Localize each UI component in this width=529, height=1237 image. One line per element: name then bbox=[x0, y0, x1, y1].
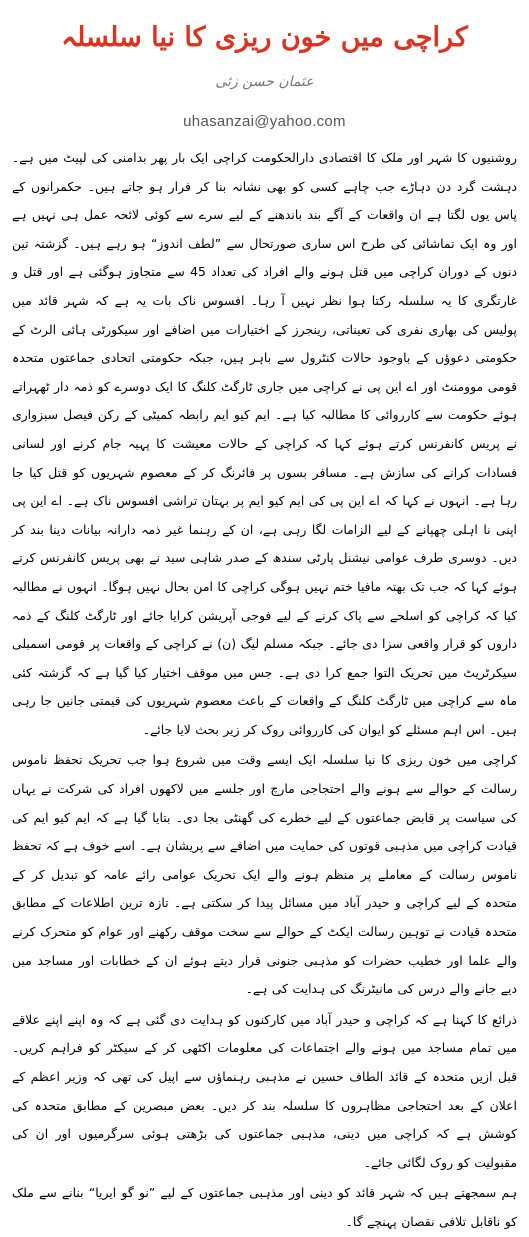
paragraph-4: ہم سمجھتے ہیں کہ شہر قائد کو دینی اور مذہبی جماعتوں کے لیے ”نو گو ایریا“ بنانے سے ملک کو ناقابل تلافی نقصان پہنچے گا۔ bbox=[12, 1185, 517, 1229]
author-email: uhasanzai@yahoo.com bbox=[183, 113, 346, 130]
paragraph-3: ذرائع کا کہنا ہے کہ کراچی و حیدر آباد میں کارکنوں کو ہدایت دی گئی ہے کہ وہ اپنے اپنے علاقے میں تمام مساجد میں ہونے والے اجتماعات کی معلومات اکٹھی کر کے سیکٹر کو فراہم کریں۔ قبل ازیں متحدہ کے قائد الطاف حسین نے مذہبی رہنماؤں سے اپیل کی تھی کہ وزیر اعظم کے اعلان کے بعد احتجاجی مظاہروں کا سلسلہ بند کر دیں۔ بعض مبصرین کے مطابق متحدہ کی کوشش ہے کہ کراچی میں دینی، مذہبی جماعتوں کی بڑھتی ہوئی سرگرمیوں اور ان کی مقبولیت کو روک لگائی جائے۔ bbox=[12, 1011, 517, 1170]
author-name: عثمان حسن زئی bbox=[215, 74, 314, 90]
paragraph-2: کراچی میں خون ریزی کا نیا سلسلہ ایک ایسے وقت میں شروع ہوا جب تحریک تحفظ ناموس رسالت کے حوالے سے ہونے والے احتجاجی مارچ اور جلسے میں لاکھوں افراد کی شرکت نے یہاں کی سیاست پر قابض جماعتوں کے لیے خطرے کی گھنٹی بجا دی۔ بتایا گیا ہے کہ ایم کیو ایم کی قیادت کراچی میں مذہبی قوتوں کی حمایت میں اضافے سے پریشان ہے۔ اسے خوف ہے کہ تحفظ ناموس رسالت کے معاملے پر منظم ہونے والے ایک تحریک عوامی رائے عامہ کو تبدیل کر کے متحدہ کے لیے کراچی و حیدر آباد میں مسائل پیدا کر سکتی ہے۔ تازہ ترین اطلاعات کے مطابق متحدہ قیادت نے توہین رسالت ایکٹ کے حوالے سے سخت موقف رکھنے اور عوام کو متحرک کرنے والے علما اور خطیب حضرات کو مذہبی جنونی قرار دیتے ہوئے ان کے خطابات اور مساجد میں دیے جانے والے درس کی مانیٹرنگ کی ہدایت کی ہے۔ bbox=[12, 752, 517, 997]
article-title: کراچی میں خون ریزی کا نیا سلسلہ bbox=[61, 22, 468, 53]
article-body bbox=[12, 144, 517, 1237]
paragraph-1: روشنیوں کا شہر اور ملک کا اقتصادی دارالحکومت کراچی ایک بار پھر بدامنی کی لپیٹ میں ہے۔ دہشت گرد دن دہاڑے جب چاہے کسی کو بھی نشانہ بنا کر فرار ہو جاتے ہیں۔ حکمرانوں کے پاس یوں لگتا ہے ان واقعات کے آگے بند باندھنے کے لیے سرے سے کوئی لائحہ عمل ہی نہیں ہے اور وہ ایک تماشائی کی طرح اس ساری صورتحال سے ”لطف اندوز“ ہو رہے ہیں۔ گزشتہ تین دنوں کے دوران کراچی میں قتل ہونے والے افراد کی تعداد 45 سے متجاوز ہوگئی ہے اور قتل و غارتگری کا یہ سلسلہ رکتا ہوا نظر نہیں آ رہا۔ افسوس ناک بات یہ ہے کہ شہر قائد میں پولیس کی بھاری نفری کی تعیناتی، رینجرز کے اختیارات میں اضافے اور سیکورٹی ہائی الرٹ کے حکومتی دعوؤں کے باوجود حالات کنٹرول سے باہر ہیں، جبکہ حکومتی اتحادی جماعتوں متحدہ قومی موومنٹ اور اے این پی نے کراچی میں جاری ٹارگٹ کلنگ کا ایک دوسرے کو ذمہ دار ٹھہراتے ہوئے حکومت سے کارروائی کا مطالبہ کیا ہے۔ ایم کیو ایم رابطہ کمیٹی کے رکن فیصل سبزواری نے پریس کانفرنس کرتے ہوئے کہا کہ کراچی کے حالات معیشت کا پہیہ جام کرنے اور لسانی فسادات کرانے کی سازش ہے۔ مسافر بسوں پر فائرنگ کر کے معصوم شہریوں کو قتل کیا جا رہا ہے۔ انہوں نے کہا کہ اے این پی کی ایم کیو ایم پر بہتان تراشی افسوس ناک ہے۔ اے این پی اپنی نا اہلی چھپانے کے لیے الزامات لگا رہی ہے، ان کے رہنما غیر ذمہ دارانہ بیانات دینا بند کر دیں۔ دوسری طرف عوامی نیشنل پارٹی سندھ کے صدر شاہی سید نے بھی پریس کانفرنس کرتے ہوئے کہا کہ جب تک بھتہ مافیا ختم نہیں ہوگی کراچی کا امن بحال نہیں ہوگا۔ انہوں نے مطالبہ کیا کہ کراچی کو اسلحے سے پاک کرنے کے لیے فوجی آپریشن کرایا جائے اور ٹارگٹ کلنگ کے ذمہ داروں کو قرار واقعی سزا دی جائے۔ جبکہ مسلم لیگ (ن) نے کراچی کے واقعات پر قومی اسمبلی سیکرٹریٹ میں تحریک التوا جمع کرا دی ہے۔ جس میں موقف اختیار کیا گیا ہے کہ گزشتہ کئی ماہ سے کراچی میں ٹارگٹ کلنگ کے واقعات کے باعث معصوم شہریوں کی قیمتی جانیں جا رہی ہیں۔ اس اہم مسئلے کو ایوان کی کارروائی روک کر زیر بحث لایا جائے۔ bbox=[12, 150, 518, 737]
